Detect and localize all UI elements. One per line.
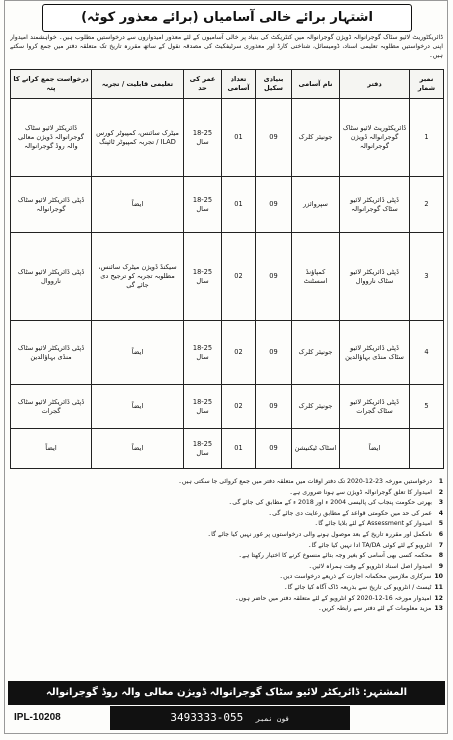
note-item — [10, 562, 443, 573]
header-post: نام آسامی — [292, 70, 340, 99]
cell-qualification: ایضاً — [92, 429, 184, 469]
note-text: امیدوار مورخہ 16-12-2020 کو انٹرویو کے لئے متعلقہ دفتر میں حاضر ہوں۔ — [235, 594, 432, 602]
note-text: سرکاری ملازمین محکمانہ اجازت کے ذریعے درخواست دیں۔ — [279, 573, 432, 581]
cell-bps: 09 — [256, 177, 292, 233]
note-text: ٹیسٹ / انٹرویو کی تاریخ سے بذریعہ ڈاک آگاہ کیا جائے گا۔ — [283, 583, 432, 591]
cell-office: ڈائریکٹوریٹ لائیو سٹاک گوجرانوالہ ڈویژن گوجرانوالہ — [340, 99, 410, 177]
cell-count: 01 — [222, 99, 256, 177]
cell-post: جونیئر کلرک — [292, 99, 340, 177]
note-item — [10, 498, 443, 509]
phone-label: فون نمبر — [255, 715, 290, 723]
note-number: 11 — [434, 583, 443, 591]
cell-qualification: ایضاً — [92, 385, 184, 429]
advertiser-signature: المشتہر: ڈائریکٹر لائیو سٹاک گوجرانوالہ ڈویژن معالی والہ روڈ گوجرانوالہ — [8, 681, 445, 705]
note-item — [10, 509, 443, 520]
header-submit: درخواست جمع کرانے کا پتہ — [11, 70, 92, 99]
vacancy-table — [10, 69, 444, 469]
terms-and-conditions — [10, 477, 443, 677]
header-count: تعداد آسامی — [222, 70, 256, 99]
cell-count: 01 — [222, 177, 256, 233]
note-text: امیدوار کو Assessment کے لئے بلایا جائے گا۔ — [314, 520, 432, 528]
cell-office: ڈپٹی ڈائریکٹر لائیو سٹاک گجرات — [340, 385, 410, 429]
cell-submit: ڈپٹی ڈائریکٹر لائیو سٹاک گوجرانوالہ — [11, 177, 92, 233]
cell-age: 18-25 سال — [184, 385, 222, 429]
cell-post: جونیئر کلرک — [292, 321, 340, 385]
phone-number: 055-3493333 — [170, 711, 244, 724]
ad-title: اشتہار برائے خالی آسامیاں (برائے معذور کوٹہ) — [42, 4, 412, 32]
note-item — [10, 530, 443, 541]
cell-post: سپروائزر — [292, 177, 340, 233]
note-number: 3 — [438, 499, 443, 507]
cell-office: ڈپٹی ڈائریکٹر لائیو سٹاک منڈی بہاؤالدین — [340, 321, 410, 385]
cell-submit: ڈائریکٹر لائیو سٹاک گوجرانوالہ ڈویژن معالی والہ روڈ گوجرانوالہ — [11, 99, 92, 177]
cell-age: 18-25 سال — [184, 233, 222, 321]
note-number: 6 — [438, 530, 443, 538]
cell-submit: ڈپٹی ڈائریکٹر لائیو سٹاک گجرات — [11, 385, 92, 429]
cell-qualification: ایضاً — [92, 177, 184, 233]
cell-post: کمپاؤنڈ اسسٹنٹ — [292, 233, 340, 321]
note-text: محکمہ کسی بھی آسامی کو بغیر وجہ بتائے منسوخ کرنے کا اختیار رکھتا ہے۔ — [238, 552, 432, 560]
note-text: نامکمل اور مقررہ تاریخ کے بعد موصول ہونے والی درخواستوں پر غور نہیں کیا جائے گا۔ — [207, 530, 432, 538]
header-office: دفتر — [340, 70, 410, 99]
ipl-code: IPL-10208 — [14, 712, 61, 723]
cell-office: ایضاً — [340, 429, 410, 469]
note-number: 8 — [438, 552, 443, 560]
note-number: 2 — [438, 488, 443, 496]
cell-submit: ایضاً — [11, 429, 92, 469]
note-number: 10 — [434, 573, 443, 581]
header-bps: بنیادی سکیل — [256, 70, 292, 99]
cell-submit: ڈپٹی ڈائریکٹر لائیو سٹاک نارووال — [11, 233, 92, 321]
note-text: عمر کی حد میں حکومتی قواعد کے مطابق رعایت دی جائے گی۔ — [268, 509, 432, 517]
note-item — [10, 594, 443, 605]
note-number: 13 — [434, 605, 443, 613]
cell-age: 18-25 سال — [184, 177, 222, 233]
note-number: 1 — [438, 478, 443, 485]
note-number: 7 — [438, 541, 443, 549]
table-header-row — [11, 70, 444, 99]
cell-office: ڈپٹی ڈائریکٹر لائیو سٹاک گوجرانوالہ — [340, 177, 410, 233]
cell-sr: 3 — [410, 233, 444, 321]
note-item — [10, 551, 443, 562]
note-item — [10, 488, 443, 499]
note-item — [10, 519, 443, 530]
header-age: عمر کی حد — [184, 70, 222, 99]
note-number: 9 — [438, 562, 443, 570]
table-row — [11, 429, 444, 469]
note-item — [10, 477, 443, 488]
cell-post: جونیئر کلرک — [292, 385, 340, 429]
header-qualification: تعلیمی قابلیت / تجربہ — [92, 70, 184, 99]
table-row — [11, 321, 444, 385]
cell-submit: ڈپٹی ڈائریکٹر لائیو سٹاک منڈی بہاؤالدین — [11, 321, 92, 385]
cell-count: 02 — [222, 233, 256, 321]
cell-qualification: میٹرک سائنس، کمپیوٹر کورس ILAD / تجربہ کمپیوٹر ٹائپنگ — [92, 99, 184, 177]
cell-count: 02 — [222, 385, 256, 429]
table-row — [11, 177, 444, 233]
cell-qualification: سیکنڈ ڈویژن میٹرک سائنس، مطلوبہ تجربہ کو ترجیح دی جائے گی — [92, 233, 184, 321]
cell-bps: 09 — [256, 321, 292, 385]
note-text: امیدوار کا تعلق گوجرانوالہ ڈویژن سے ہونا ضروری ہے۔ — [289, 488, 432, 496]
note-item — [10, 583, 443, 594]
cell-bps: 09 — [256, 385, 292, 429]
table-row — [11, 99, 444, 177]
note-number: 12 — [434, 594, 443, 602]
cell-age: 18-25 سال — [184, 321, 222, 385]
header-sr: نمبر شمار — [410, 70, 444, 99]
note-item — [10, 604, 443, 615]
cell-office: ڈپٹی ڈائریکٹر لائیو سٹاک نارووال — [340, 233, 410, 321]
cell-sr: 1 — [410, 99, 444, 177]
cell-age: 18-25 سال — [184, 99, 222, 177]
note-item — [10, 541, 443, 552]
cell-qualification: ایضاً — [92, 321, 184, 385]
note-text: امیدوار اصل اسناد انٹرویو کے وقت ہمراہ لائیں۔ — [308, 562, 432, 570]
cell-count: 01 — [222, 429, 256, 469]
cell-post: اسٹاک ٹیکنیشن — [292, 429, 340, 469]
cell-bps: 09 — [256, 429, 292, 469]
cell-count: 02 — [222, 321, 256, 385]
table-row — [11, 385, 444, 429]
note-text: مزید معلومات کے لئے دفتر سے رابطہ کریں۔ — [318, 605, 432, 613]
cell-sr — [410, 429, 444, 469]
cell-bps: 09 — [256, 99, 292, 177]
table-row — [11, 233, 444, 321]
cell-age: 18-25 سال — [184, 429, 222, 469]
phone-banner — [110, 706, 350, 730]
ad-intro-text: ڈائریکٹوریٹ لائیو سٹاک گوجرانوالہ ڈویژن گوجرانوالہ میں کنٹریکٹ کی بنیاد پر خالی آسامیوں کے لئے معذور امیدواروں سے درخواستیں مطلوب ہیں۔ خواہشمند امیدوار اپنی درخواستیں مطلوبہ تعلیمی اسناد، ڈومیسائل، شناختی کارڈ اور معذوری سرٹیفکیٹ کی مصدقہ نقول کے ساتھ مقررہ تاریخ تک متعلقہ دفتر میں جمع کروا سکتے ہیں۔ — [10, 34, 443, 59]
note-text: بھرتی حکومت پنجاب کی پالیسی 2004 ء اور 2018 ء کے مطابق کی جائے گی۔ — [228, 499, 432, 507]
cell-bps: 09 — [256, 233, 292, 321]
cell-sr: 4 — [410, 321, 444, 385]
cell-sr: 5 — [410, 385, 444, 429]
note-item — [10, 572, 443, 583]
note-number: 5 — [438, 520, 443, 528]
cell-sr: 2 — [410, 177, 444, 233]
note-number: 4 — [438, 509, 443, 517]
note-text: انٹرویو کے لئے کوئی TA/DA ادا نہیں کیا جائے گا۔ — [307, 541, 432, 549]
note-text: درخواستیں مورخہ 23-12-2020 تک دفتر اوقات میں متعلقہ دفتر میں جمع کروائی جا سکتی ہیں۔ — [178, 478, 432, 485]
